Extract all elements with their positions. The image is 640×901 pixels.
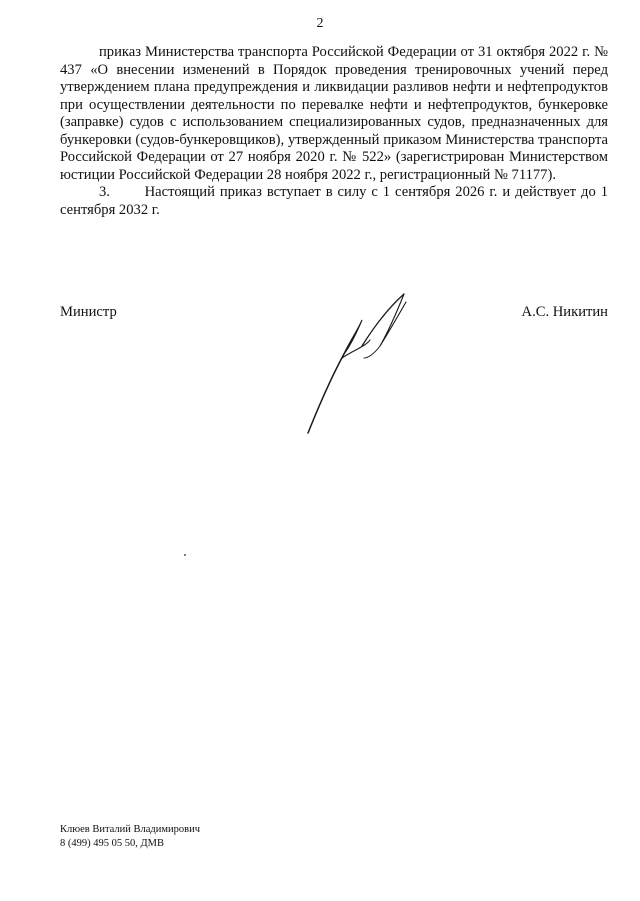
signatory-title: Министр [60,304,117,320]
page-number: 2 [316,16,324,31]
executor-name: Клюев Виталий Владимирович [60,824,201,835]
paragraph-3: 3. Настоящий приказ вступает в силу с 1 сентября 2026 г. и действует до 1 сентября 2032 г. [60,184,608,218]
executor-footer [60,823,200,850]
signatory-name: А.С. Никитин [521,304,608,320]
executor-contact: 8 (499) 495 05 50, ДМВ [60,837,164,849]
scan-speck [184,554,186,556]
paragraph-continuation: приказ Министерства транспорта Российской Федерации от 31 октября 2022 г. № 437 «О внесении изменений в Порядок проведения тренировочных учений перед утверждением плана предупреждения и ликвидации разливов нефти и нефтепродуктов при осуществлении деятельности по перевалке нефти и нефтепродуктов, бункеровке (заправке) судов с использованием специализированных судов, предназначенных для бункеровки (судов-бункеровщиков), утвержденный приказом Министерства транспорта Российской Федерации от 27 ноября 2020 г. № 522» (зарегистрирован Министерством юстиции Российской Федерации 28 ноября 2022 г., регистрационный № 71177). [60,44,608,183]
handwritten-signature [300,288,420,438]
document-body [60,44,608,219]
